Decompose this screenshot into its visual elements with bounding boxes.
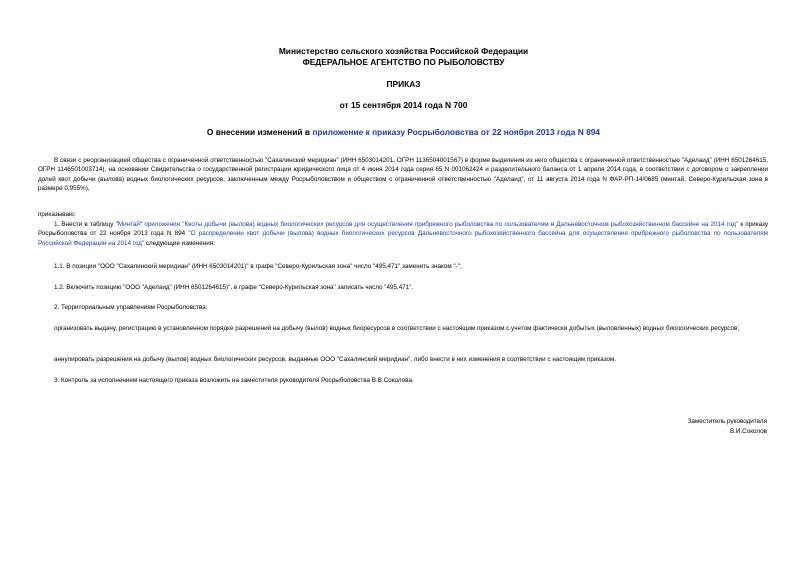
item-1-link-mintai[interactable]: Минтай [117, 221, 140, 228]
item-1-2-paragraph: 1.2. Включить позицию "ООО "Аделаид" (ИНН 6501264615)", в графе "Северо-Курильская зона" записать число "495,471". [54, 284, 414, 291]
order-date: от 15 сентября 2014 года N 700 [339, 100, 468, 110]
item-1-mid-2: к приказу Росрыболовства от 22 ноября 2013 года N 894 [38, 221, 768, 238]
item-1-1-paragraph: 1.1. В позиции "ООО "Сахалинский меридиан" (ИНН 6503014201)" в графе "Северо-Курильская зона" число "495,471" заменить знаком "-"; [54, 263, 462, 270]
subject-prefix: О внесении изменений в [206, 127, 313, 137]
order-word: приказываю: [38, 211, 76, 218]
signature-block [688, 417, 767, 437]
ministry-name: Министерство сельского хозяйства Российской Федерации [278, 46, 529, 56]
item-1-suffix: следующие изменения: [144, 239, 215, 247]
item-2-a-paragraph: организовать выдачу, регистрацию в установленном порядке разрешений на добычу (вылов) водных биоресурсов в соответствии с настоящим приказом с учетом фактически добытых (выловленных) водных биологических ресурсов; [54, 325, 740, 332]
item-1-prefix: 1. Внести в таблицу " [54, 221, 118, 228]
item-3-paragraph: 3. Контроль за исполнением настоящего приказа возложить на заместителя руководителя Росрыболовства В.В.Соколова. [54, 377, 414, 384]
order-subject [0, 127, 807, 137]
subject-link[interactable]: приложение к приказу Росрыболовства от 22 ноября 2013 года N 894 [312, 127, 601, 137]
signature-name: В.И.Соколов [729, 428, 767, 435]
item-1-link-appendix[interactable]: приложения "Квоты добычи (вылова) водных биологических ресурсов для осуществления прибрежного рыболовства по пользователям в Дальневосточном рыбохозяйственном бассейне на 2014 год" [144, 221, 739, 228]
order-title: ПРИКАЗ [386, 79, 421, 89]
item-2-paragraph: 2. Территориальным управлениям Росрыболовства: [54, 304, 208, 311]
intro-paragraph: В связи с реорганизацией общества с ограниченной ответственностью "Сахалинский меридиан" (ИНН 6503014201, ОГРН 1136504001567) в форме выделения из него общества с ограниченной ответственностью "Аделаид" (ИНН 6501264615, ОГРН 1146501003714), на основании Свидетельства о государственной регистрации юридического лица от 4 июня 2014 года серия 65 N 001062424 и разделительного баланса от 1 апреля 2014 года, в соответствии с договором о закреплении долей квот добычи (вылова) водных биологических ресурсов, заключенным между Росрыболовством и обществом с ограниченной ответственностью "Аделаид", от 11 августа 2014 года N ФАР-РП-14/0685 (минтай, Северо-Курильская зона в размере 0,955%), [38, 157, 768, 193]
document-header [0, 46, 807, 68]
item-2-b-paragraph: аннулировать разрешения на добычу (вылов) водных биологических ресурсов, выданные ООО "Сахалинский меридиан", либо внести в них изменения в соответствии с настоящим приказом. [54, 356, 617, 363]
item-1-link-order[interactable]: "О распределении квот добычи (вылова) водных биологических ресурсов Дальневосточного рыбохозяйственного бассейна для осуществления прибрежного рыболовства по пользователям Российской Федерации на 2014 год" [38, 230, 769, 247]
agency-name: ФЕДЕРАЛЬНОЕ АГЕНТСТВО ПО РЫБОЛОВСТВУ [302, 57, 505, 67]
item-1-mid-1: " [139, 221, 145, 228]
signature-position: Заместитель руководителя [687, 418, 767, 425]
item-1-paragraph [38, 220, 768, 248]
